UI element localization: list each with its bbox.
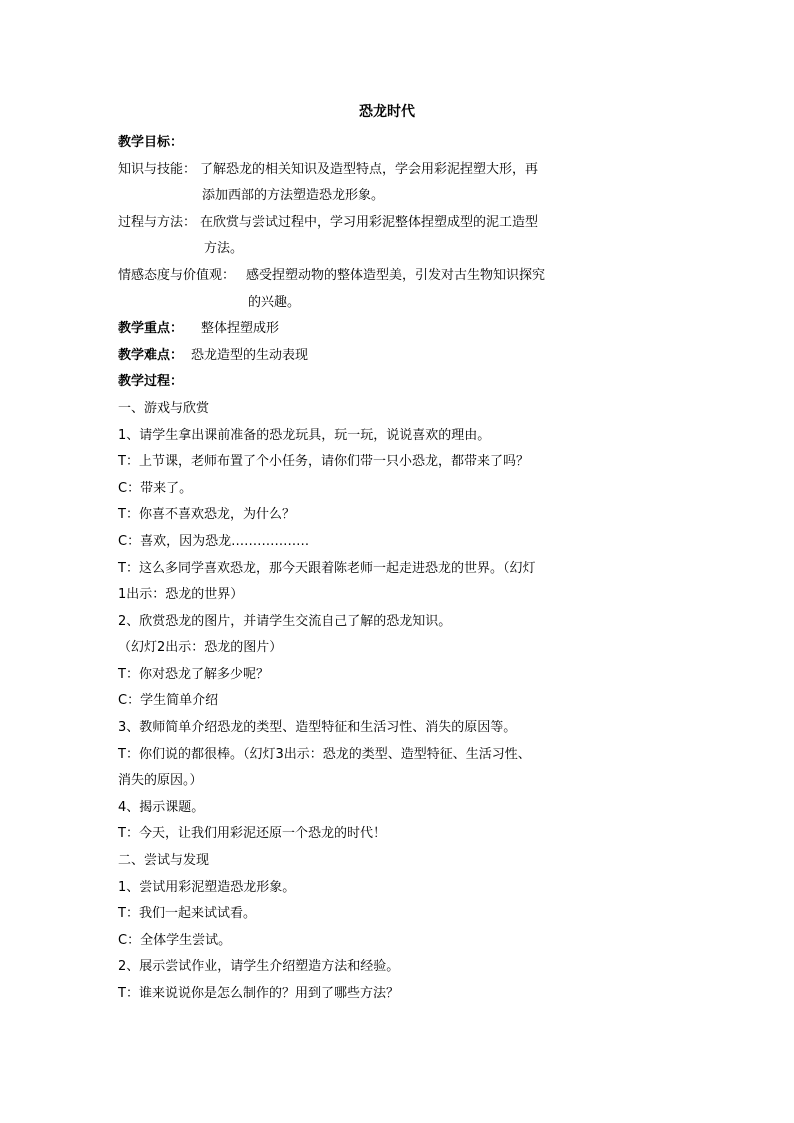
body-line: 1出示：恐龙的世界） xyxy=(118,587,244,603)
key-point-label: 教学重点： xyxy=(118,321,184,337)
body-line: 2、欣赏恐龙的图片，并请学生交流自己了解的恐龙知识。 xyxy=(118,613,452,629)
body-line: C：喜欢，因为恐龙……………… xyxy=(118,533,310,549)
body-line: 2、展示尝试作业，请学生介绍塑造方法和经验。 xyxy=(118,959,400,975)
body-line: T：谁来说说你是怎么制作的？用到了哪些方法？ xyxy=(118,986,399,1001)
objective-process-line2: 方法。 xyxy=(204,241,244,257)
objective-process-label: 过程与方法： xyxy=(118,214,197,230)
objective-emotion-line2: 的兴趣。 xyxy=(248,294,301,310)
body-line: T：你喜不喜欢恐龙，为什么？ xyxy=(118,507,295,523)
body-line: C：学生简单介绍 xyxy=(118,693,219,709)
objective-knowledge xyxy=(118,157,578,184)
body-line: 消失的原因。） xyxy=(118,773,203,789)
body-line: 3、教师简单介绍恐龙的类型、造型特征和生活习性、消失的原因等。 xyxy=(118,720,517,736)
key-point-text: 整体捏塑成形 xyxy=(201,321,280,337)
document-title: 恐龙时代 xyxy=(359,104,415,120)
body-line: T：这么多同学喜欢恐龙，那今天跟着陈老师一起走进恐龙的世界。（幻灯 xyxy=(118,560,536,576)
objective-emotion xyxy=(118,263,578,290)
body-line: （幻灯2出示：恐龙的图片） xyxy=(118,640,283,656)
body-line: C：带来了。 xyxy=(118,480,193,496)
difficulty xyxy=(118,343,578,370)
objective-knowledge-label: 知识与技能： xyxy=(118,161,197,177)
body-line: T：我们一起来试试看。 xyxy=(118,906,256,922)
objective-emotion-label: 情感态度与价值观： xyxy=(118,267,236,283)
difficulty-text: 恐龙造型的生动表现 xyxy=(191,347,309,363)
body-line: C：全体学生尝试。 xyxy=(118,932,232,948)
body-line: 二、尝试与发现 xyxy=(118,853,210,869)
objective-emotion-line1: 感受捏塑动物的整体造型美，引发对古生物知识探究 xyxy=(246,267,546,283)
document-body xyxy=(118,130,578,1008)
objectives-heading: 教学目标： xyxy=(118,135,184,150)
objective-knowledge-line1: 了解恐龙的相关知识及造型特点，学会用彩泥捏塑大形，再 xyxy=(200,161,539,177)
body-line: T：今天，让我们用彩泥还原一个恐龙的时代！ xyxy=(118,826,386,842)
body-line: 1、请学生拿出课前准备的恐龙玩具，玩一玩，说说喜欢的理由。 xyxy=(118,427,491,443)
body-line: T：你对恐龙了解多少呢？ xyxy=(118,666,269,682)
body-line: 一、游戏与欣赏 xyxy=(118,400,210,416)
difficulty-label: 教学难点： xyxy=(118,347,184,363)
objective-knowledge-line2: 添加西部的方法塑造恐龙形象。 xyxy=(202,188,385,204)
body-line: 1、尝试用彩泥塑造恐龙形象。 xyxy=(118,879,296,895)
key-point xyxy=(118,316,578,343)
body-line: T：你们说的都很棒。（幻灯3出示：恐龙的类型、造型特征、生活习性、 xyxy=(118,746,531,762)
objective-process xyxy=(118,210,578,237)
body-line: T：上节课，老师布置了个小任务，请你们带一只小恐龙，都带来了吗？ xyxy=(118,454,529,470)
process-heading: 教学过程： xyxy=(118,374,184,390)
body-line: 4、揭示课题。 xyxy=(118,799,205,815)
objective-process-line1: 在欣赏与尝试过程中，学习用彩泥整体捏塑成型的泥工造型 xyxy=(200,214,539,230)
